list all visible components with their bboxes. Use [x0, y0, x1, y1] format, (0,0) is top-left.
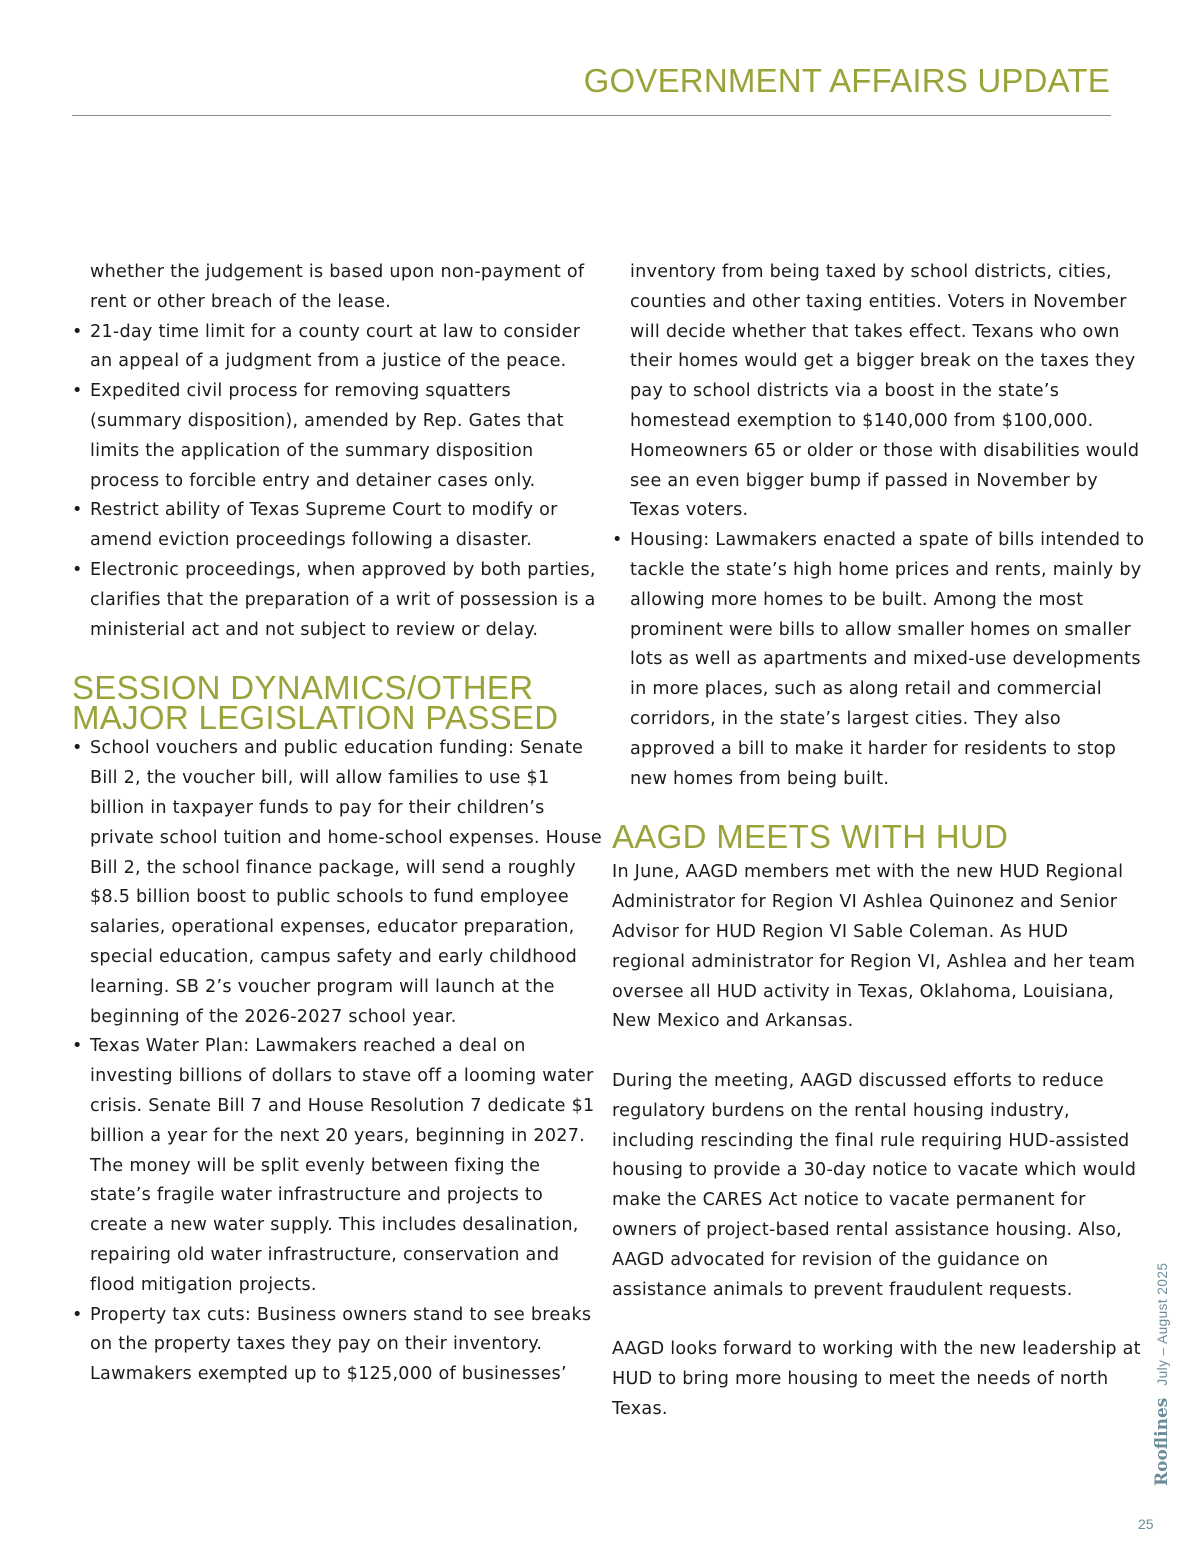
publication-footer	[1152, 1263, 1172, 1486]
paragraph: In June, AAGD members met with the new HUD Regional Administrator for Region VI Ashlea Quinonez and Senior Advisor for HUD Region VI Sable Coleman. As HUD regional administrator for Region VI, Ashlea and her team oversee all HUD activity in Texas, Oklahoma, Louisiana, New Mexico and Arkansas.	[612, 862, 1136, 1032]
paragraph-spacer	[612, 1037, 1147, 1067]
paragraph: AAGD looks forward to working with the new leadership at HUD to bring more housing to meet the needs of north Texas.	[612, 1339, 1141, 1419]
left-column	[72, 258, 602, 1390]
list-item: • 21-day time limit for a county court at law to consider an appeal of a judgment from a justice of the peace.	[72, 318, 602, 378]
publication-name: Rooflines	[1152, 1397, 1172, 1486]
list-item: • Property tax cuts: Business owners stand to see breaks on the property taxes they pay on their inventory. Lawmakers exempted up to $125,000 of businesses’	[72, 1301, 602, 1390]
eviction-bill-list	[72, 318, 602, 646]
list-item: • Housing: Lawmakers enacted a spate of bills intended to tackle the state’s high home prices and rents, mainly by allowing more homes to be built. Among the most prominent were bills to allow smaller homes on smaller lots as well as apartments and mixed-use developments in more places, such as along retail and commercial corridors, in the state’s largest cities. They also approved a bill to make it harder for residents to stop new homes from being built.	[612, 526, 1147, 794]
aagd-hud-heading: AAGD MEETS WITH HUD	[612, 818, 1009, 856]
issue-date: July – August 2025	[1155, 1262, 1170, 1386]
list-item: • Restrict ability of Texas Supreme Court to modify or amend eviction proceedings following a disaster.	[72, 496, 602, 556]
continued-text: whether the judgement is based upon non-payment of rent or other breach of the lease.	[90, 262, 585, 312]
header-divider	[72, 115, 1111, 116]
right-column	[612, 258, 1147, 1424]
paragraph: During the meeting, AAGD discussed efforts to reduce regulatory burdens on the rental housing industry, including rescinding the final rule requiring HUD-assisted housing to provide a 30-day notice to vacate which would make the CARES Act notice to vacate permanent for owners of project-based rental assistance housing. Also, AAGD advocated for revision of the guidance on assistance animals to prevent fraudulent requests.	[612, 1070, 1137, 1300]
list-item: • Expedited civil process for removing squatters (summary disposition), amended by Rep. Gates that limits the application of the summary disposition process to forcible entry and detainer cases only.	[72, 377, 602, 496]
paragraph-spacer	[612, 1305, 1147, 1335]
housing-list	[612, 526, 1147, 794]
continued-text: inventory from being taxed by school districts, cities, counties and other taxing entities. Voters in November will decide whether that takes effect. Texans who own their homes would get a bigger break on the taxes they pay to school districts via a boost in the state’s homestead exemption to $140,000 from $100,000. Homeowners 65 or older or those with disabilities would see an even bigger bump if passed in November by Texas voters.	[630, 262, 1140, 521]
list-item: • School vouchers and public education funding: Senate Bill 2, the voucher bill, will allow families to use $1 billion in taxpayer funds to pay for their children’s private school tuition and home-school expenses. House Bill 2, the school finance package, will send a roughly $8.5 billion boost to public schools to fund employee salaries, operational expenses, educator preparation, special education, campus safety and early childhood learning. SB 2’s voucher program will launch at the beginning of the 2026-2027 school year.	[72, 734, 602, 1032]
page-number: 25	[1138, 1516, 1154, 1532]
session-dynamics-heading: SESSION DYNAMICS/OTHER MAJOR LEGISLATION PASSED	[72, 669, 559, 737]
page-section-title: GOVERNMENT AFFAIRS UPDATE	[583, 62, 1110, 99]
list-item: • Electronic proceedings, when approved by both parties, clarifies that the preparation of a writ of possession is a ministerial act and not subject to review or delay.	[72, 556, 602, 645]
legislation-list	[72, 734, 602, 1390]
list-item: • Texas Water Plan: Lawmakers reached a deal on investing billions of dollars to stave off a looming water crisis. Senate Bill 7 and House Resolution 7 dedicate $1 billion a year for the next 20 years, beginning in 2027. The money will be split evenly between fixing the state’s fragile water infrastructure and projects to create a new water supply. This includes desalination, repairing old water infrastructure, conservation and flood mitigation projects.	[72, 1032, 602, 1300]
